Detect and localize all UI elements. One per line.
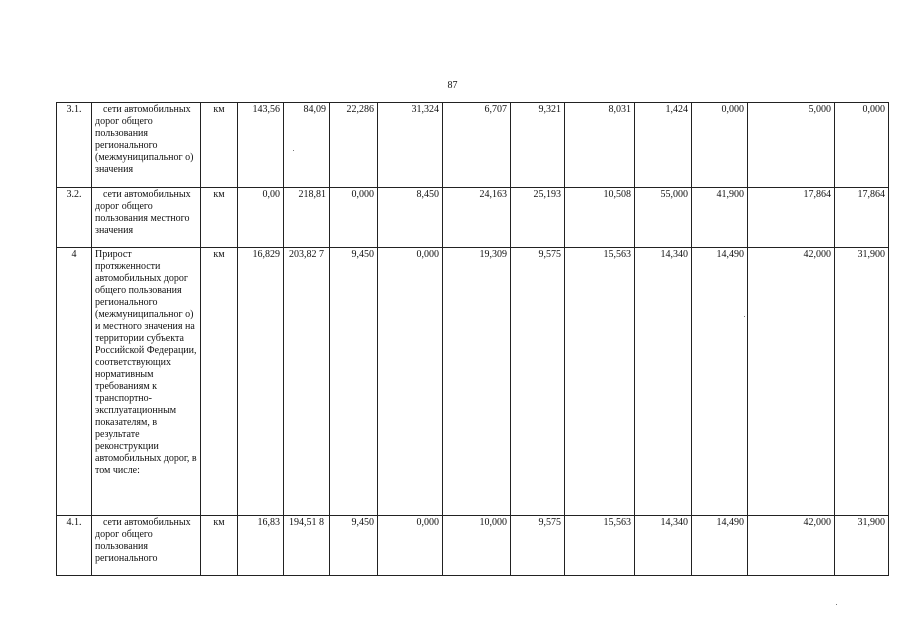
value-cell: 218,81 xyxy=(284,188,330,248)
row-unit: км xyxy=(201,103,238,188)
value-cell: 25,193 xyxy=(511,188,565,248)
row-name xyxy=(92,516,201,576)
value-cell: 14,340 xyxy=(635,248,692,516)
value-cell: 15,563 xyxy=(565,248,635,516)
page-number: 87 xyxy=(447,80,458,91)
row-number: 4.1. xyxy=(57,516,92,576)
value-cell: 15,563 xyxy=(565,516,635,576)
value-cell: 9,450 xyxy=(330,516,378,576)
value-cell: 143,56 xyxy=(238,103,284,188)
value-cell: 9,321 xyxy=(511,103,565,188)
row-number: 3.1. xyxy=(57,103,92,188)
row-name-text: сети автомобильных дорог общего пользования регионального (межмуниципальног о) значения xyxy=(95,104,194,175)
row-number: 4 xyxy=(57,248,92,516)
value-cell: 194,51 8 xyxy=(284,516,330,576)
scan-speck xyxy=(836,604,837,605)
value-cell: 42,000 xyxy=(748,516,835,576)
table-row xyxy=(57,516,889,576)
value-cell: 0,000 xyxy=(330,188,378,248)
table-row xyxy=(57,188,889,248)
value-cell: 31,900 xyxy=(835,248,889,516)
value-cell: 19,309 xyxy=(443,248,511,516)
row-unit: км xyxy=(201,248,238,516)
row-name-text: сети автомобильных дорог общего пользования местного значения xyxy=(95,189,191,236)
value-cell: 8,031 xyxy=(565,103,635,188)
value-cell: 31,324 xyxy=(378,103,443,188)
value-cell: 0,00 xyxy=(238,188,284,248)
row-unit: км xyxy=(201,188,238,248)
table-row xyxy=(57,103,889,188)
indicator-table xyxy=(56,102,889,576)
value-cell: 17,864 xyxy=(748,188,835,248)
value-cell: 8,450 xyxy=(378,188,443,248)
value-cell: 0,000 xyxy=(378,516,443,576)
scan-speck xyxy=(744,316,745,317)
value-cell: 10,508 xyxy=(565,188,635,248)
value-cell: 203,82 7 xyxy=(284,248,330,516)
value-cell: 41,900 xyxy=(692,188,748,248)
value-cell: 17,864 xyxy=(835,188,889,248)
row-name xyxy=(92,103,201,188)
row-number: 3.2. xyxy=(57,188,92,248)
value-cell: 5,000 xyxy=(748,103,835,188)
row-name xyxy=(92,188,201,248)
value-cell: 55,000 xyxy=(635,188,692,248)
value-cell: 9,450 xyxy=(330,248,378,516)
scan-speck xyxy=(293,150,294,151)
value-cell: 6,707 xyxy=(443,103,511,188)
value-cell: 14,340 xyxy=(635,516,692,576)
row-name-text: Прирост протяженности автомобильных дорог общего пользования регионального (межмуниципальног о) и местного значения на территории субъекта Российской Федерации, соответствующих нормативным требованиям к транспортно-эксплуатационным показателям, в результате реконструкции автомобильных дорог, в том числе: xyxy=(95,249,197,476)
value-cell: 16,829 xyxy=(238,248,284,516)
value-cell: 31,900 xyxy=(835,516,889,576)
value-cell: 14,490 xyxy=(692,248,748,516)
row-name xyxy=(92,248,201,516)
value-cell: 22,286 xyxy=(330,103,378,188)
value-cell: 84,09 xyxy=(284,103,330,188)
row-unit: км xyxy=(201,516,238,576)
value-cell: 0,000 xyxy=(378,248,443,516)
value-cell: 0,000 xyxy=(692,103,748,188)
value-cell: 14,490 xyxy=(692,516,748,576)
row-name-text: сети автомобильных дорог общего пользования регионального xyxy=(95,517,191,564)
value-cell: 0,000 xyxy=(835,103,889,188)
value-cell: 1,424 xyxy=(635,103,692,188)
value-cell: 10,000 xyxy=(443,516,511,576)
value-cell: 16,83 xyxy=(238,516,284,576)
value-cell: 24,163 xyxy=(443,188,511,248)
table-row xyxy=(57,248,889,516)
value-cell: 9,575 xyxy=(511,248,565,516)
value-cell: 42,000 xyxy=(748,248,835,516)
value-cell: 9,575 xyxy=(511,516,565,576)
